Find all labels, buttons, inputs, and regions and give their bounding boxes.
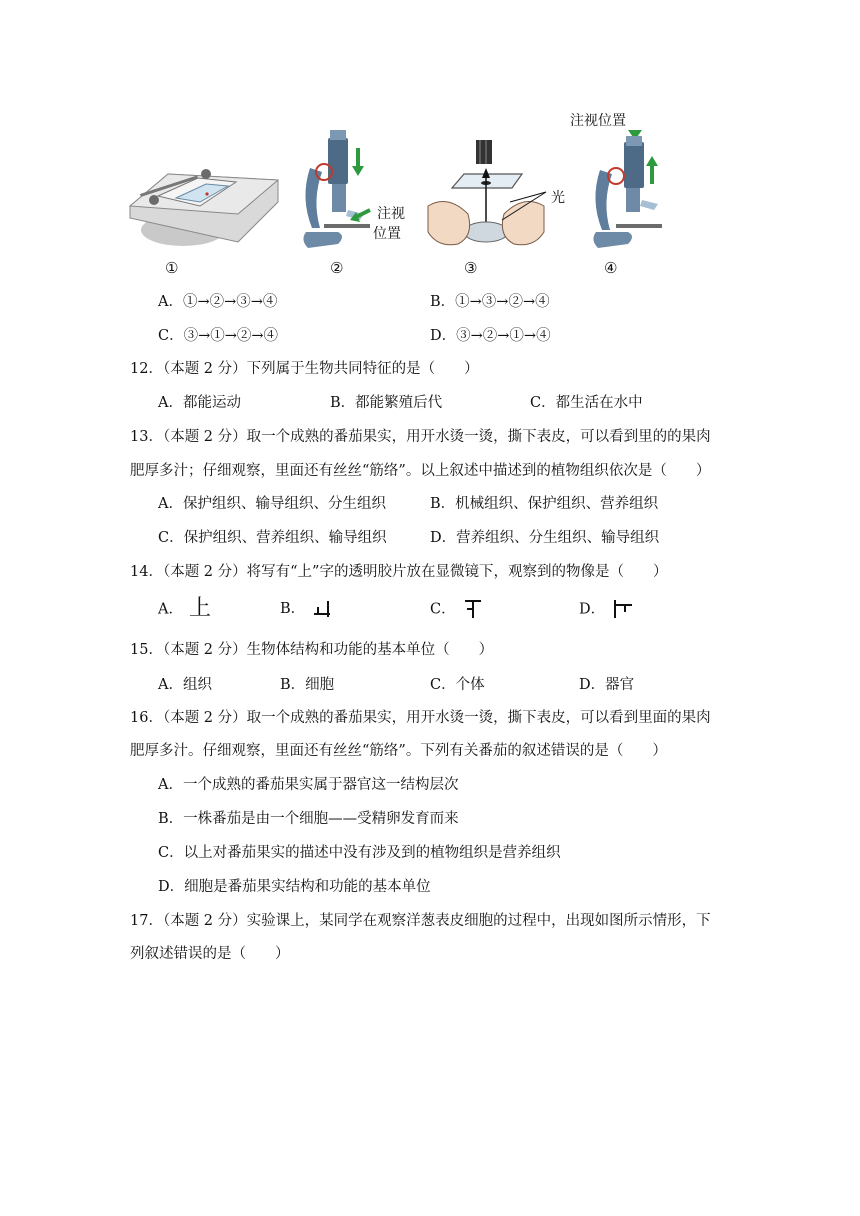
q11-option-b[interactable]: B．①→③→②→④: [430, 294, 550, 310]
q14-option-c[interactable]: [430, 598, 483, 620]
q14-option-b[interactable]: [280, 598, 332, 619]
q12-option-a[interactable]: A．都能运动: [158, 395, 241, 411]
q13-option-d[interactable]: D．营养组织、分生组织、输导组织: [430, 530, 660, 546]
q13-option-c[interactable]: C．保护组织、营养组织、输导组织: [158, 530, 387, 546]
q13-option-a[interactable]: A．保护组织、输导组织、分生组织: [158, 496, 386, 512]
q14-option-a-label: A．: [158, 601, 183, 618]
step3-label: ③: [464, 259, 478, 277]
step2-label: ②: [330, 259, 344, 277]
q11-option-d[interactable]: D．③→②→①→④: [430, 328, 551, 344]
q13-stem-line2: 肥厚多汁；仔细观察，里面还有丝丝“筋络”。以上叙述中描述到的植物组织依次是（ ）: [130, 463, 711, 479]
step4-microscope-image: [588, 130, 668, 258]
q14-glyph-inverted: [463, 598, 483, 620]
q12-stem: 12．（本题 2 分）下列属于生物共同特征的是（ ）: [130, 361, 479, 377]
q16-stem-line2: 肥厚多汁。仔细观察，里面还有丝丝“筋络”。下列有关番茄的叙述错误的是（ ）: [130, 743, 667, 759]
q15-option-b[interactable]: B．细胞: [280, 677, 335, 693]
step2-annotation-position: 位置: [373, 226, 401, 242]
q14-option-d-label: D．: [579, 601, 606, 618]
step2-annotation-watch: 注视: [377, 206, 405, 222]
q16-option-c[interactable]: C．以上对番茄果实的描述中没有涉及到的植物组织是营养组织: [158, 845, 561, 861]
q14-option-c-label: C．: [430, 601, 456, 618]
q14-option-a[interactable]: [158, 598, 211, 620]
q11-option-c[interactable]: C．③→①→②→④: [158, 328, 279, 344]
q16-option-d[interactable]: D．细胞是番茄果实结构和功能的基本单位: [158, 879, 431, 895]
q15-option-a[interactable]: A．组织: [158, 677, 212, 693]
step1-label: ①: [165, 259, 179, 277]
q12-option-b[interactable]: B．都能繁殖后代: [330, 395, 443, 411]
q16-stem-line1: 16．（本题 2 分）取一个成熟的番茄果实，用开水烫一烫，撕下表皮，可以看到里面的果肉: [130, 710, 711, 726]
q14-glyph-upright: 上: [188, 596, 211, 621]
q14-option-d[interactable]: [579, 598, 634, 620]
q17-stem-line1: 17．（本题 2 分）实验课上，某同学在观察洋葱表皮细胞的过程中，出现如图所示情形，下: [130, 913, 711, 929]
q13-stem-line1: 13．（本题 2 分）取一个成熟的番茄果实，用开水烫一烫，撕下表皮，可以看到里的的果肉: [130, 429, 711, 445]
q14-glyph-rotated-right: [612, 598, 634, 620]
q15-stem: 15．（本题 2 分）生物体结构和功能的基本单位（ ）: [130, 642, 494, 658]
q17-stem-line2: 列叙述错误的是（ ）: [130, 946, 290, 962]
q14-stem: 14．（本题 2 分）将写有“上”字的透明胶片放在显微镜下，观察到的物像是（ ）: [130, 564, 668, 580]
q14-option-b-label: B．: [280, 601, 306, 617]
step2-microscope-image: [298, 128, 378, 258]
q14-glyph-rotated-left: [312, 599, 332, 619]
step4-label: ④: [604, 259, 618, 277]
step3-annotation-light: 光: [551, 190, 565, 206]
q15-option-c[interactable]: C．个体: [430, 677, 485, 693]
step4-annotation-watch-position: 注视位置: [570, 113, 626, 129]
q13-option-b[interactable]: B．机械组织、保护组织、营养组织: [430, 496, 659, 512]
q16-option-b[interactable]: B．一株番茄是由一个细胞——受精卵发育而来: [158, 811, 459, 827]
q12-option-c[interactable]: C．都生活在水中: [530, 395, 643, 411]
step1-stage-image: [128, 158, 280, 252]
q15-option-d[interactable]: D．器官: [579, 677, 635, 693]
q16-option-a[interactable]: A．一个成熟的番茄果实属于器官这一结构层次: [158, 777, 459, 793]
q11-option-a[interactable]: A．①→②→③→④: [158, 294, 278, 310]
step3-mirror-image: [418, 136, 568, 256]
